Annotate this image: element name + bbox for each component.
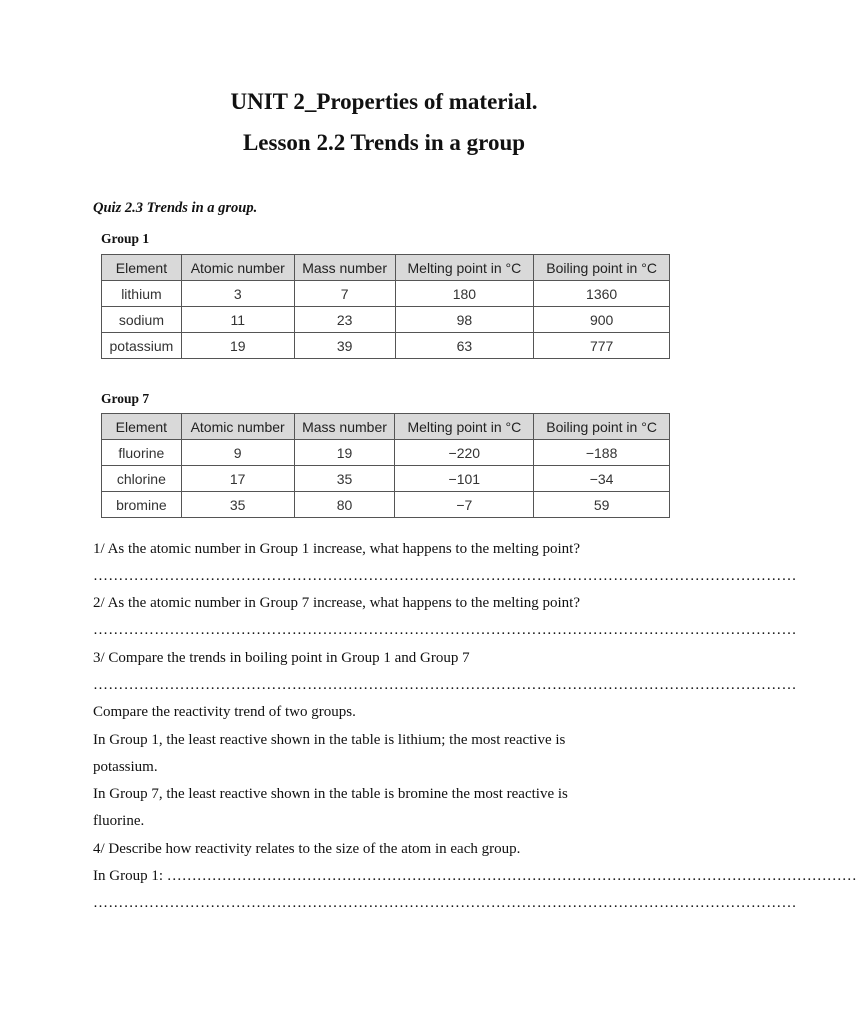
table-header-row bbox=[102, 255, 670, 281]
column-header: Element bbox=[102, 414, 182, 440]
melting-point-cell: 63 bbox=[395, 333, 534, 359]
table-row bbox=[102, 466, 670, 492]
answer-line-5[interactable]: ………………………………………………………………………………………………………………………… bbox=[93, 895, 797, 911]
melting-point-cell: 98 bbox=[395, 307, 534, 333]
atomic-number-cell: 9 bbox=[181, 440, 294, 466]
atomic-number-cell: 19 bbox=[181, 333, 294, 359]
boiling-point-cell: 777 bbox=[534, 333, 670, 359]
answer-line-1[interactable]: ………………………………………………………………………………………………………………………… bbox=[93, 568, 797, 584]
atomic-number-cell: 3 bbox=[181, 281, 294, 307]
mass-number-cell: 23 bbox=[294, 307, 395, 333]
group7-reactivity-line: In Group 7, the least reactive shown in the table is bromine the most reactive is bbox=[93, 786, 568, 802]
boiling-point-cell: 1360 bbox=[534, 281, 670, 307]
mass-number-cell: 39 bbox=[294, 333, 395, 359]
table-row bbox=[102, 281, 670, 307]
mass-number-cell: 7 bbox=[294, 281, 395, 307]
answer-line-2[interactable]: ………………………………………………………………………………………………………………………… bbox=[93, 622, 797, 638]
mass-number-cell: 19 bbox=[294, 440, 395, 466]
column-header: Atomic number bbox=[181, 414, 294, 440]
group7-label: Group 7 bbox=[101, 391, 150, 406]
element-cell: fluorine bbox=[102, 440, 182, 466]
group1-reactivity-line-2: potassium. bbox=[93, 759, 158, 775]
boiling-point-cell: −34 bbox=[534, 466, 670, 492]
table-header-row bbox=[102, 414, 670, 440]
table-row bbox=[102, 492, 670, 518]
group7-table bbox=[101, 413, 670, 518]
melting-point-cell: −101 bbox=[395, 466, 534, 492]
question-3: 3/ Compare the trends in boiling point in Group 1 and Group 7 bbox=[93, 650, 470, 666]
column-header: Element bbox=[102, 255, 182, 281]
column-header: Mass number bbox=[294, 414, 395, 440]
table-row bbox=[102, 333, 670, 359]
boiling-point-cell: 900 bbox=[534, 307, 670, 333]
group1-label: Group 1 bbox=[101, 231, 150, 246]
element-cell: potassium bbox=[102, 333, 182, 359]
column-header: Boiling point in °C bbox=[534, 414, 670, 440]
boiling-point-cell: −188 bbox=[534, 440, 670, 466]
atomic-number-cell: 17 bbox=[181, 466, 294, 492]
mass-number-cell: 35 bbox=[294, 466, 395, 492]
column-header: Atomic number bbox=[181, 255, 294, 281]
q4-group1-line bbox=[93, 868, 857, 885]
melting-point-cell: −7 bbox=[395, 492, 534, 518]
quiz-title: Quiz 2.3 Trends in a group. bbox=[93, 200, 258, 216]
column-header: Mass number bbox=[294, 255, 395, 281]
group1-reactivity-line: In Group 1, the least reactive shown in the table is lithium; the most reactive is bbox=[93, 732, 566, 748]
element-cell: chlorine bbox=[102, 466, 182, 492]
element-cell: bromine bbox=[102, 492, 182, 518]
mass-number-cell: 80 bbox=[294, 492, 395, 518]
question-4: 4/ Describe how reactivity relates to the size of the atom in each group. bbox=[93, 841, 521, 857]
element-cell: sodium bbox=[102, 307, 182, 333]
atomic-number-cell: 11 bbox=[181, 307, 294, 333]
table-row bbox=[102, 440, 670, 466]
boiling-point-cell: 59 bbox=[534, 492, 670, 518]
column-header: Melting point in °C bbox=[395, 414, 534, 440]
group7-reactivity-line-2: fluorine. bbox=[93, 813, 145, 829]
question-1: 1/ As the atomic number in Group 1 increase, what happens to the melting point? bbox=[93, 541, 580, 557]
melting-point-cell: 180 bbox=[395, 281, 534, 307]
atomic-number-cell: 35 bbox=[181, 492, 294, 518]
q4-group1-label: In Group 1: bbox=[93, 868, 167, 884]
column-header: Melting point in °C bbox=[395, 255, 534, 281]
element-cell: lithium bbox=[102, 281, 182, 307]
column-header: Boiling point in °C bbox=[534, 255, 670, 281]
unit-title: UNIT 2_Properties of material. bbox=[230, 89, 538, 114]
melting-point-cell: −220 bbox=[395, 440, 534, 466]
table-row bbox=[102, 307, 670, 333]
answer-line-4[interactable]: ………………………………………………………………………………………………………………………… bbox=[166, 868, 857, 884]
group1-table bbox=[101, 254, 670, 359]
question-2: 2/ As the atomic number in Group 7 increase, what happens to the melting point? bbox=[93, 595, 580, 611]
answer-line-3[interactable]: ………………………………………………………………………………………………………………………… bbox=[93, 677, 797, 693]
lesson-title: Lesson 2.2 Trends in a group bbox=[242, 130, 526, 155]
reactivity-intro: Compare the reactivity trend of two groups. bbox=[93, 704, 356, 720]
